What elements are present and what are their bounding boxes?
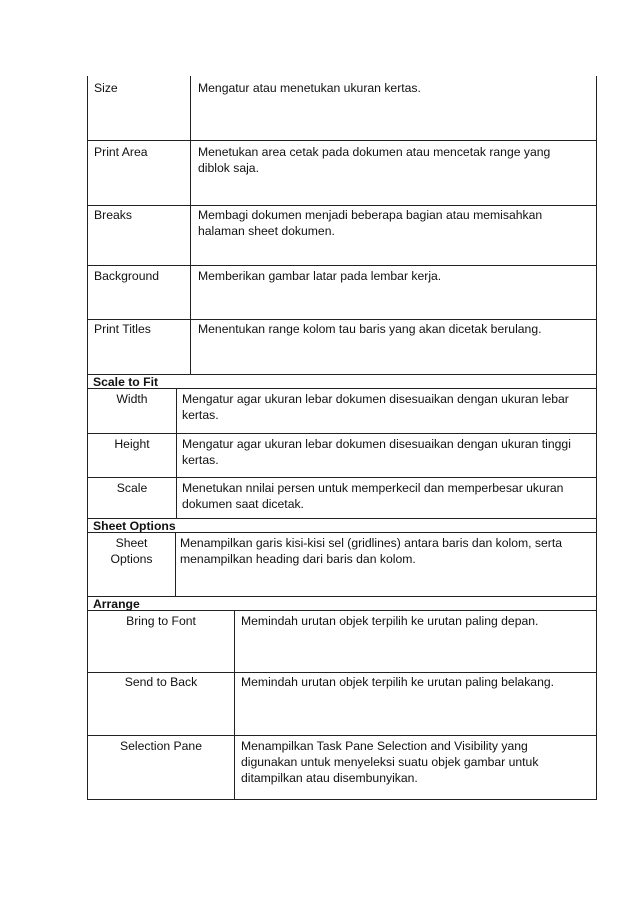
table-row xyxy=(87,205,597,266)
table-row xyxy=(87,140,597,206)
row-label-send-to-back: Send to Back xyxy=(124,675,198,689)
row-label-height: Height xyxy=(114,437,150,451)
row-desc-bring-to-font: Memindah urutan objek terpilih ke urutan paling depan. xyxy=(241,614,539,628)
row-desc-print-titles: Menentukan range kolom tau baris yang akan dicetak berulang. xyxy=(198,322,542,336)
row-label-sheet: Sheet xyxy=(115,536,148,550)
table-row xyxy=(87,532,597,597)
row-label-bring-to-font: Bring to Font xyxy=(126,614,196,628)
row-desc-width: Mengatur agar ukuran lebar dokumen disesuaikan dengan ukuran lebar kertas. xyxy=(182,392,569,422)
table-row xyxy=(87,610,597,673)
table-row xyxy=(87,735,597,800)
section-header-scale-to-fit xyxy=(87,374,597,389)
column-divider xyxy=(190,76,191,141)
row-desc-size: Mengatur atau menetukan ukuran kertas. xyxy=(198,81,421,95)
section-header-sheet-options xyxy=(87,518,597,533)
table-row xyxy=(87,76,597,141)
table-row xyxy=(87,477,597,519)
column-divider xyxy=(176,389,177,434)
table-row xyxy=(87,388,597,434)
row-label-background: Background xyxy=(94,269,160,283)
row-label-scale: Scale xyxy=(116,481,148,495)
column-divider xyxy=(234,736,235,799)
column-divider xyxy=(190,206,191,266)
column-divider xyxy=(175,533,176,597)
section-header-arrange xyxy=(87,596,597,611)
column-divider xyxy=(234,611,235,673)
table-row xyxy=(87,433,597,478)
row-desc-height: Mengatur agar ukuran lebar dokumen disesuaikan dengan ukuran tinggi kertas. xyxy=(182,437,571,467)
section-title: Sheet Options xyxy=(93,519,176,533)
row-label-breaks: Breaks xyxy=(94,208,132,222)
row-desc-background: Memberikan gambar latar pada lembar kerja. xyxy=(198,269,442,283)
column-divider xyxy=(234,673,235,736)
table-row xyxy=(87,265,597,320)
row-label-print-area: Print Area xyxy=(94,145,148,159)
section-title: Scale to Fit xyxy=(93,375,159,389)
row-label-selection-pane: Selection Pane xyxy=(120,739,202,753)
row-desc-selection-pane: Menampilkan Task Pane Selection and Visibility yang digunakan untuk menyeleksi suatu objek gambar untuk ditampilkan atau disembunyikan. xyxy=(241,739,539,785)
row-desc-send-to-back: Memindah urutan objek terpilih ke urutan paling belakang. xyxy=(241,675,555,689)
row-desc-sheet-options: Menampilkan garis kisi-kisi sel (gridlines) antara baris dan kolom, serta menampilkan heading dari baris dan kolom. xyxy=(180,536,563,566)
column-divider xyxy=(176,478,177,519)
column-divider xyxy=(190,141,191,206)
row-desc-scale: Menetukan nnilai persen untuk memperkecil dan memperbesar ukuran dokumen saat dicetak. xyxy=(182,481,564,511)
column-divider xyxy=(190,320,191,375)
row-label-options: Options xyxy=(110,552,153,566)
row-label-size: Size xyxy=(94,81,118,95)
section-title: Arrange xyxy=(93,597,140,611)
row-label-width: Width xyxy=(116,392,148,406)
table-row xyxy=(87,319,597,375)
column-divider xyxy=(190,266,191,320)
row-desc-breaks: Membagi dokumen menjadi beberapa bagian atau memisahkan halaman sheet dokumen. xyxy=(198,208,543,238)
table-row xyxy=(87,672,597,736)
row-desc-print-area: Menetukan area cetak pada dokumen atau mencetak range yang diblok saja. xyxy=(198,145,551,175)
row-label-print-titles: Print Titles xyxy=(94,322,151,336)
column-divider xyxy=(176,434,177,478)
